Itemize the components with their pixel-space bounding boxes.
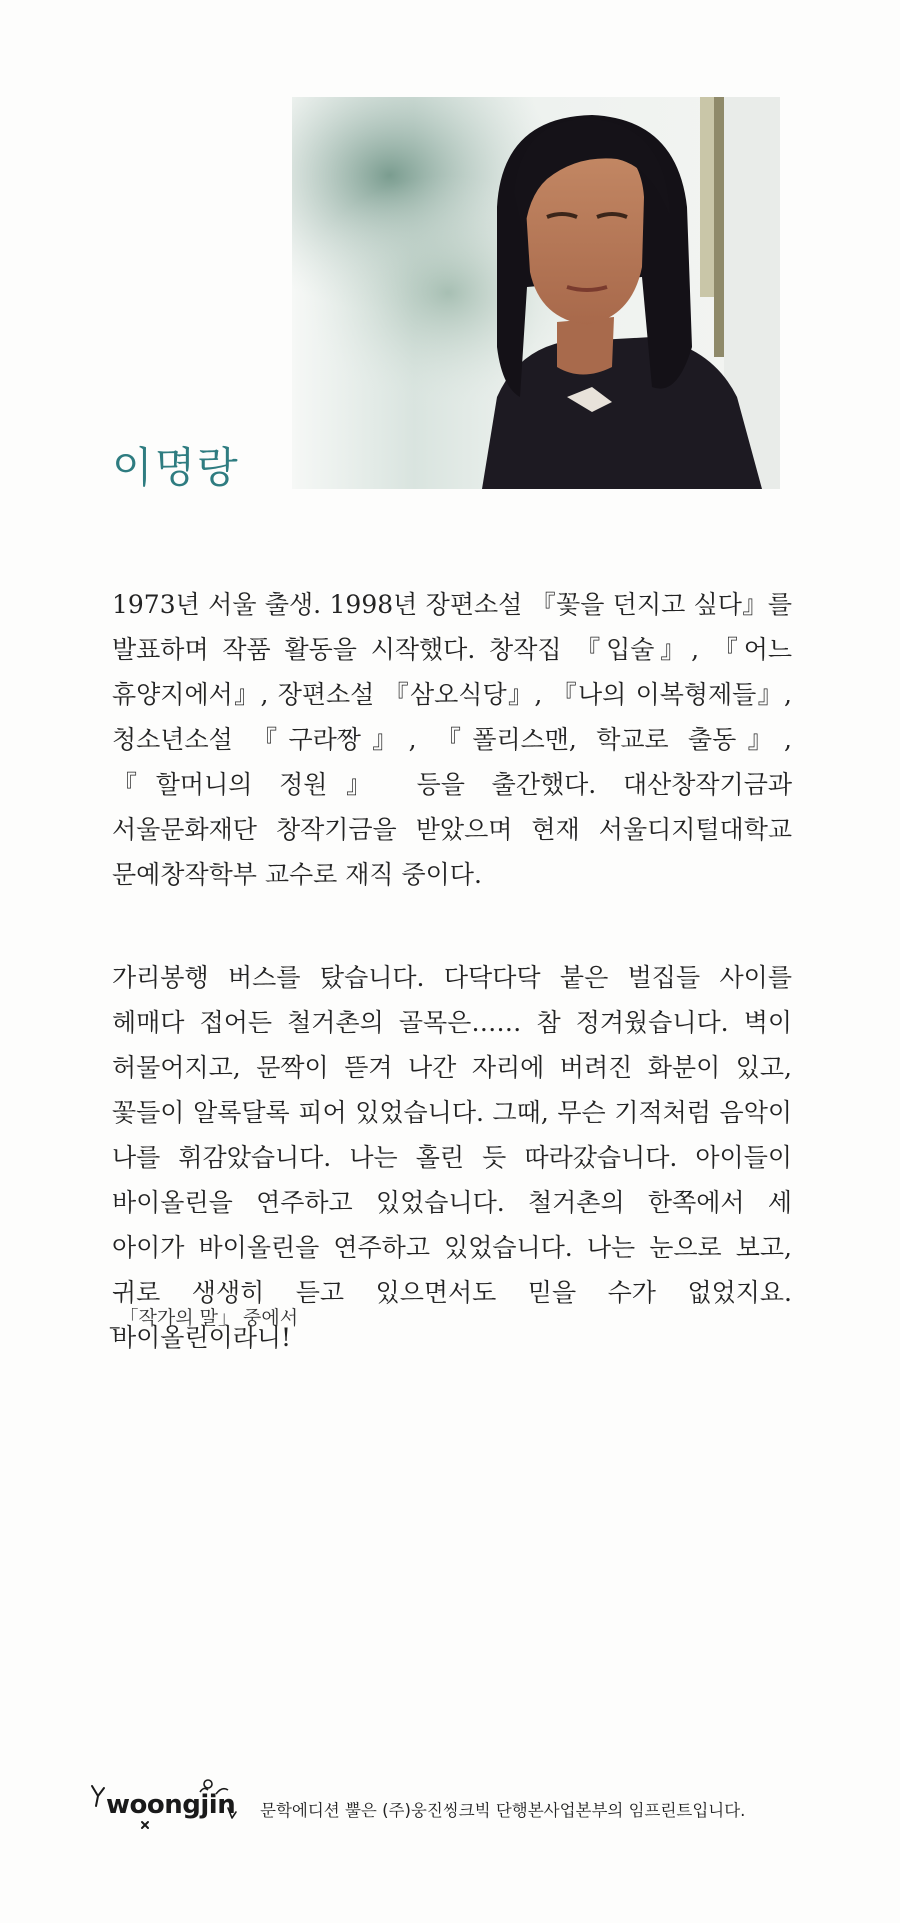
quote-source: _「작가의 말」 중에서 xyxy=(110,1307,299,1329)
imprint-notice: 문학에디션 뿔은 (주)웅진씽크빅 단행본사업본부의 임프린트입니다. xyxy=(260,1801,746,1820)
author-photo xyxy=(292,97,780,489)
publisher-footer xyxy=(88,1778,808,1838)
author-name: 이명랑 xyxy=(112,443,240,492)
author-quote: 가리봉행 버스를 탔습니다. 다닥다닥 붙은 벌집들 사이를 헤매다 접어든 철거촌의 골목은…… 참 정겨웠습니다. 벽이 허물어지고, 문짝이 뜯겨 나간 자리에 버려진 화분이 있고, 꽃들이 알록달록 피어 있었습니다. 그때, 무슨 기적처럼 음악이 나를 휘감았습니다. 나는 홀린 듯 따라갔습니다. 아이들이 바이올린을 연주하고 있었습니다. 철거촌의 한쪽에서 세 아이가 바이올린을 연주하고 있었습니다. 나는 눈으로 보고, 귀로 생생히 듣고 있으면서도 믿을 수가 없었지요. 바이올린이라니! xyxy=(112,963,792,1352)
author-biography: 1973년 서울 출생. 1998년 장편소설 『꽃을 던지고 싶다』를 발표하며 작품 활동을 시작했다. 창작집 『입술』, 『어느 휴양지에서』, 장편소설 『삼오식당』, 『나의 이복형제들』, 청소년소설 『구라짱』, 『폴리스맨, 학교로 출동』, 『할머니의 정원』 등을 출간했다. 대산창작기금과 서울문화재단 창작기금을 받았으며 현재 서울디지털대학교 문예창작학부 교수로 재직 중이다. xyxy=(112,590,792,889)
woongjin-logo xyxy=(88,1778,248,1834)
logo-text: woongjin xyxy=(106,1790,236,1820)
